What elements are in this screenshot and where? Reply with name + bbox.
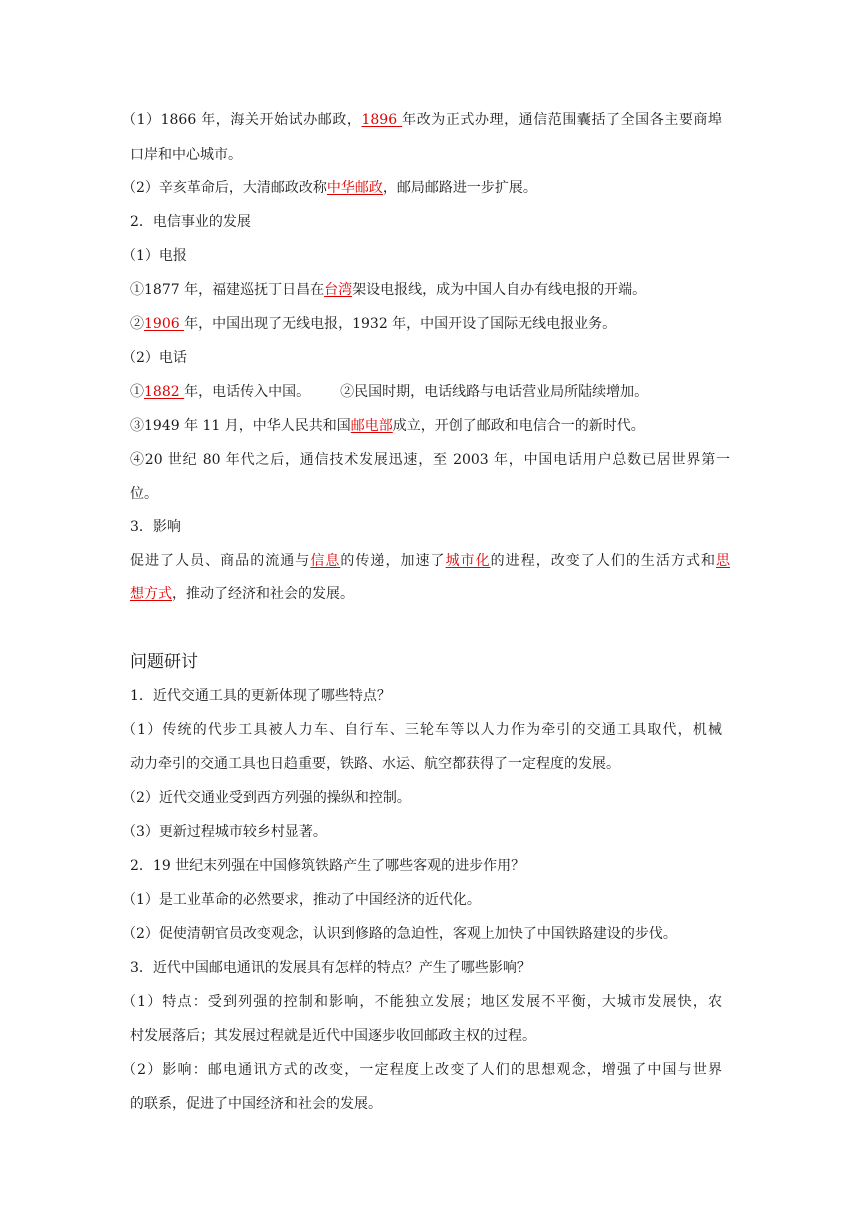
question-3-answer-2-cont: 的联系，促进了中国经济和社会的发展。 xyxy=(130,1096,382,1112)
question-1-answer-1-cont: 动力牵引的交通工具也日趋重要，铁路、水运、航空都获得了一定程度的发展。 xyxy=(130,756,620,772)
text: 口岸和中心城市。 xyxy=(130,147,242,163)
question-3-title: 3．近代中国邮电通讯的发展具有怎样的特点？产生了哪些影响？ xyxy=(130,960,531,976)
postal-paragraph-2 xyxy=(122,178,722,198)
question-3-answer-2: （2）影响：邮电通讯方式的改变，一定程度上改变了人们的思想观念，增强了中国与世界 xyxy=(122,1062,722,1078)
highlight-term: 想方式 xyxy=(130,586,172,602)
highlight-term: 信息 xyxy=(310,553,341,569)
text: （2）辛亥革命后，大清邮政改称 xyxy=(122,180,327,196)
text: 的传递，加速了 xyxy=(340,553,446,569)
impact-paragraph xyxy=(130,551,730,571)
subsection-title-telegraph: （1）电报 xyxy=(122,248,187,264)
impact-paragraph-cont xyxy=(130,584,730,604)
text: 年，电话传入中国。 xyxy=(184,384,311,400)
highlight-term: 邮电部 xyxy=(350,418,393,434)
text: 成立，开创了邮政和电信合一的新时代。 xyxy=(392,418,645,434)
text: （1）1866 年，海关开始试办邮政， xyxy=(122,112,362,128)
question-1-answer-3: （3）更新过程城市较乡村显著。 xyxy=(122,824,327,840)
telephone-item-4: ④20 世纪 80 年代之后，通信技术发展迅速，至 2003 年，中国电话用户总数已居世界第一 xyxy=(130,452,730,468)
telephone-item-4-cont: 位。 xyxy=(130,486,158,502)
question-3-answer-1: （1）特点：受到列强的控制和影响，不能独立发展；地区发展不平衡，大城市发展快，农 xyxy=(122,994,722,1010)
section-title-telecom: 2．电信事业的发展 xyxy=(130,214,251,230)
highlight-term: 1882 xyxy=(144,384,185,400)
text: ① xyxy=(130,384,144,400)
highlight-term: 1906 xyxy=(144,316,185,332)
highlight-term: 中华邮政 xyxy=(326,180,383,196)
text: 架设电报线，成为中国人自办有线电报的开端。 xyxy=(352,282,647,298)
text: ②民国时期，电话线路与电话营业局所陆续增加。 xyxy=(340,384,649,400)
discussion-heading: 问题研讨 xyxy=(130,652,198,672)
telephone-item-1-2 xyxy=(130,382,730,402)
subsection-title-telephone: （2）电话 xyxy=(122,350,187,366)
section-title-impact: 3．影响 xyxy=(130,519,181,535)
text: 的进程，改变了人们的生活方式和 xyxy=(490,553,717,569)
question-1-answer-2: （2）近代交通业受到西方列强的操纵和控制。 xyxy=(122,790,411,806)
text: ② xyxy=(130,316,144,332)
question-2-answer-2: （2）促使清朝官员改变观念，认识到修路的急迫性，客观上加快了中国铁路建设的步伐。 xyxy=(122,926,677,942)
postal-paragraph-1-cont xyxy=(130,145,730,165)
text: 年改为正式办理，通信范围囊括了全国各主要商埠 xyxy=(402,112,722,128)
question-3-answer-1-cont: 村发展落后；其发展过程就是近代中国逐步收回邮政主权的过程。 xyxy=(130,1028,536,1044)
highlight-term: 思 xyxy=(716,553,731,569)
highlight-term: 1896 xyxy=(361,112,403,128)
question-1-title: 1．近代交通工具的更新体现了哪些特点？ xyxy=(130,688,391,704)
postal-paragraph-1 xyxy=(122,110,722,130)
telegraph-item-1 xyxy=(130,280,730,300)
text: 年，中国出现了无线电报，1932 年，中国开设了国际无线电报业务。 xyxy=(184,316,617,332)
question-2-title: 2．19 世纪末列强在中国修筑铁路产生了哪些客观的进步作用？ xyxy=(130,858,526,874)
text: 促进了人员、商品的流通与 xyxy=(130,553,311,569)
highlight-term: 城市化 xyxy=(445,553,491,569)
text: ，推动了经济和社会的发展。 xyxy=(172,586,354,602)
text: ，邮局邮路进一步扩展。 xyxy=(382,180,537,196)
telephone-item-3 xyxy=(130,416,730,436)
question-2-answer-1: （1）是工业革命的必然要求，推动了中国经济的近代化。 xyxy=(122,892,481,908)
telegraph-item-2 xyxy=(130,314,730,334)
text: ③1949 年 11 月，中华人民共和国 xyxy=(130,418,351,434)
question-1-answer-1: （1）传统的代步工具被人力车、自行车、三轮车等以人力作为牵引的交通工具取代，机械 xyxy=(122,722,722,738)
highlight-term: 台湾 xyxy=(324,282,353,298)
text: ①1877 年，福建巡抚丁日昌在 xyxy=(130,282,325,298)
